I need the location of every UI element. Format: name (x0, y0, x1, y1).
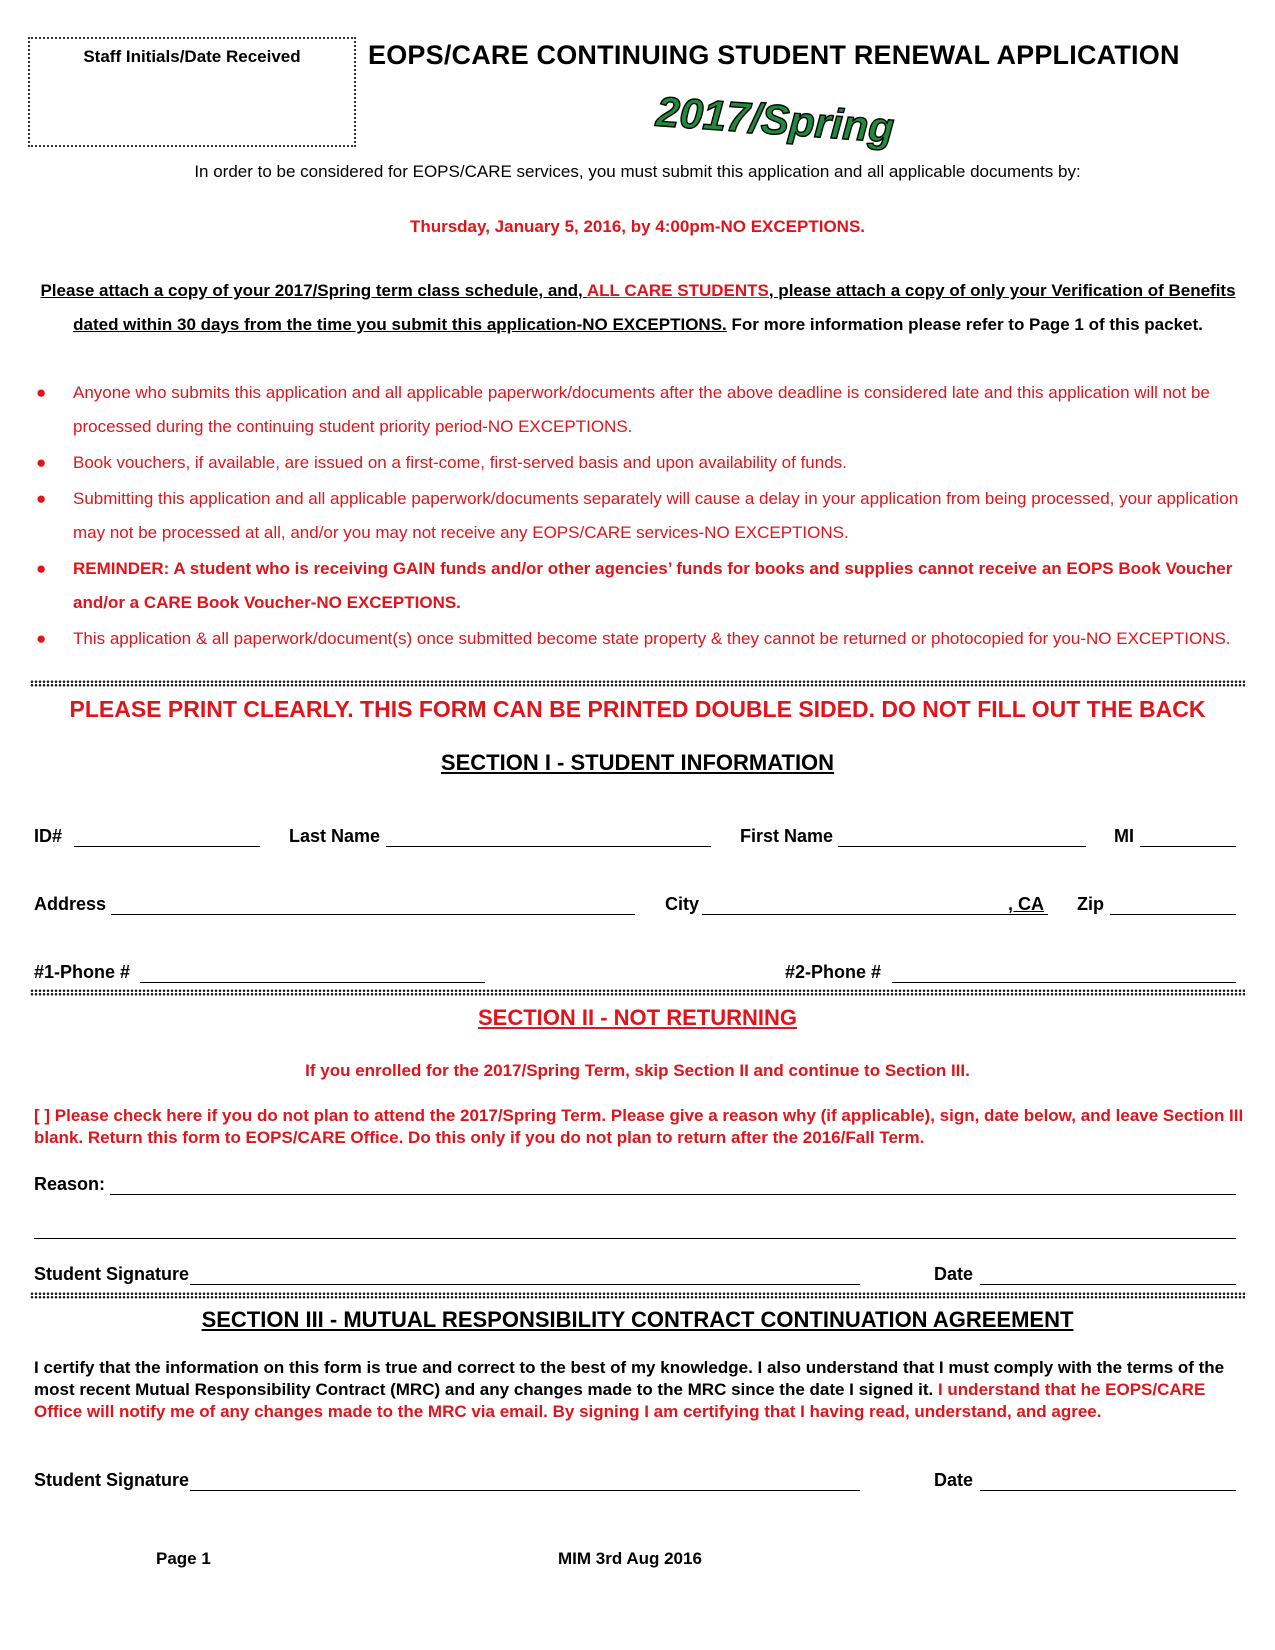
list-item: ● This application & all paperwork/document(s) once submitted become state property & they cannot be returned or photocopied for you-NO EXCEPTIONS. (36, 629, 1231, 648)
zip-label: Zip (1077, 894, 1104, 914)
section2-heading: SECTION II - NOT RETURNING (478, 1005, 797, 1030)
divider (30, 680, 1245, 687)
section2-date-label: Date (934, 1264, 974, 1284)
section3-signature-label: Student Signature (34, 1470, 190, 1490)
attach-care-students: ALL CARE STUDENTS (586, 281, 769, 300)
attach-instructions (38, 274, 1238, 342)
phone2-field[interactable] (892, 982, 1236, 983)
section2-signature-label: Student Signature (34, 1264, 190, 1284)
bullet-icon: ● (36, 383, 47, 402)
print-notice: PLEASE PRINT CLEARLY. THIS FORM CAN BE PRINTED DOUBLE SIDED. DO NOT FILL OUT THE BACK (69, 696, 1206, 722)
attach-part4: For more information please refer to Page 1 of this packet. (726, 315, 1203, 334)
phone2-label: #2-Phone # (785, 962, 882, 982)
deadline-text: Thursday, January 5, 2016, by 4:00pm-NO EXCEPTIONS. (409, 217, 866, 236)
city-field[interactable] (702, 914, 1048, 915)
city-label: City (665, 894, 700, 914)
agreement-text-highlight: I understand that he EOPS/CARE Office will notify me of any changes made to the MRC via email. By signing I am certifying that I having read, understand, and agree. (34, 1380, 1206, 1421)
form-title: EOPS/CARE CONTINUING STUDENT RENEWAL APPLICATION (368, 40, 1180, 70)
bullet-icon: ● (36, 453, 47, 472)
section3-signature-field[interactable] (190, 1490, 860, 1491)
intro-text: In order to be considered for EOPS/CARE services, you must submit this application and all applicable documents by: (194, 162, 1081, 181)
section3-agreement-text (34, 1357, 1244, 1423)
last-name-field[interactable] (386, 846, 711, 847)
list-item: ● Book vouchers, if available, are issued on a first-come, first-served basis and upon availability of funds. (30, 446, 1245, 480)
divider (30, 1292, 1245, 1299)
first-name-field[interactable] (838, 846, 1086, 847)
bullet-icon: ● (36, 559, 47, 578)
section3-date-label: Date (934, 1470, 974, 1490)
term-logo (654, 82, 896, 154)
staff-initials-box[interactable] (28, 37, 356, 147)
list-item: ● Anyone who submits this application and all applicable paperwork/documents after the above deadline is considered late and this application will not be processed during the continuing student priority period-NO EXCEPTIONS. (30, 376, 1245, 444)
bullet-icon: ● (36, 629, 47, 648)
address-label: Address (34, 894, 107, 914)
phone1-label: #1-Phone # (34, 962, 131, 982)
skip-note: If you enrolled for the 2017/Spring Term, skip Section II and continue to Section III. (305, 1061, 970, 1080)
phone1-field[interactable] (140, 982, 485, 983)
revision-note: MIM 3rd Aug 2016 (558, 1549, 702, 1568)
mi-label: MI (1114, 826, 1134, 846)
reason-field-line2[interactable] (34, 1238, 1236, 1239)
section3-date-field[interactable] (980, 1490, 1236, 1491)
staff-box-label: Staff Initials/Date Received (83, 47, 301, 66)
attach-part3: , please attach a copy of only your Verification of Benefits dated within 30 days from the time you submit this application-NO EXCEPTIONS. (73, 281, 1236, 334)
divider (30, 989, 1245, 996)
list-item: ● Submitting this application and all applicable paperwork/documents separately will cause a delay in your application from being processed, your application may not be processed at all, and/or you may not receive any EOPS/CARE services-NO EXCEPTIONS. (30, 482, 1245, 550)
section1-heading: SECTION I - STUDENT INFORMATION (440, 750, 835, 775)
page-number: Page 1 (156, 1549, 211, 1568)
agreement-text: I certify that the information on this form is true and correct to the best of my knowledge. I also understand that I must comply with the terms of the most recent Mutual Responsibility Contract (MRC) and any changes made to the MRC since the date I signed it. (34, 1358, 1225, 1399)
zip-field[interactable] (1110, 914, 1236, 915)
last-name-label: Last Name (289, 826, 381, 846)
term-logo-text: 2017/Spring (654, 87, 896, 152)
section2-signature-field[interactable] (190, 1284, 860, 1285)
section3-heading: SECTION III - MUTUAL RESPONSIBILITY CONTRACT CONTINUATION AGREEMENT (201, 1307, 1074, 1332)
attach-part1: Please attach a copy of your 2017/Spring term class schedule, and, (40, 281, 587, 300)
bullet-icon: ● (36, 489, 47, 508)
not-returning-checkbox-text[interactable]: [ ] Please check here if you do not plan to attend the 2017/Spring Term. Please give a reason why (if applicable), sign, date below, and leave Section III blank. Return this form to EOPS/CARE Office. Do this only if you do not plan to return after the 2016/Fall Term. (34, 1106, 1244, 1147)
first-name-label: First Name (740, 826, 834, 846)
address-field[interactable] (111, 914, 635, 915)
list-item: ● REMINDER: A student who is receiving GAIN funds and/or other agencies’ funds for books and supplies cannot receive an EOPS Book Voucher and/or a CARE Book Voucher-NO EXCEPTIONS. (30, 552, 1245, 620)
mi-field[interactable] (1140, 846, 1236, 847)
reason-field[interactable] (110, 1194, 1236, 1195)
id-field[interactable] (74, 846, 260, 847)
state-label: , CA (1008, 894, 1044, 914)
reason-label: Reason: (34, 1174, 106, 1194)
notice-list (30, 376, 1245, 652)
section2-date-field[interactable] (980, 1284, 1236, 1285)
id-label: ID# (34, 826, 63, 846)
